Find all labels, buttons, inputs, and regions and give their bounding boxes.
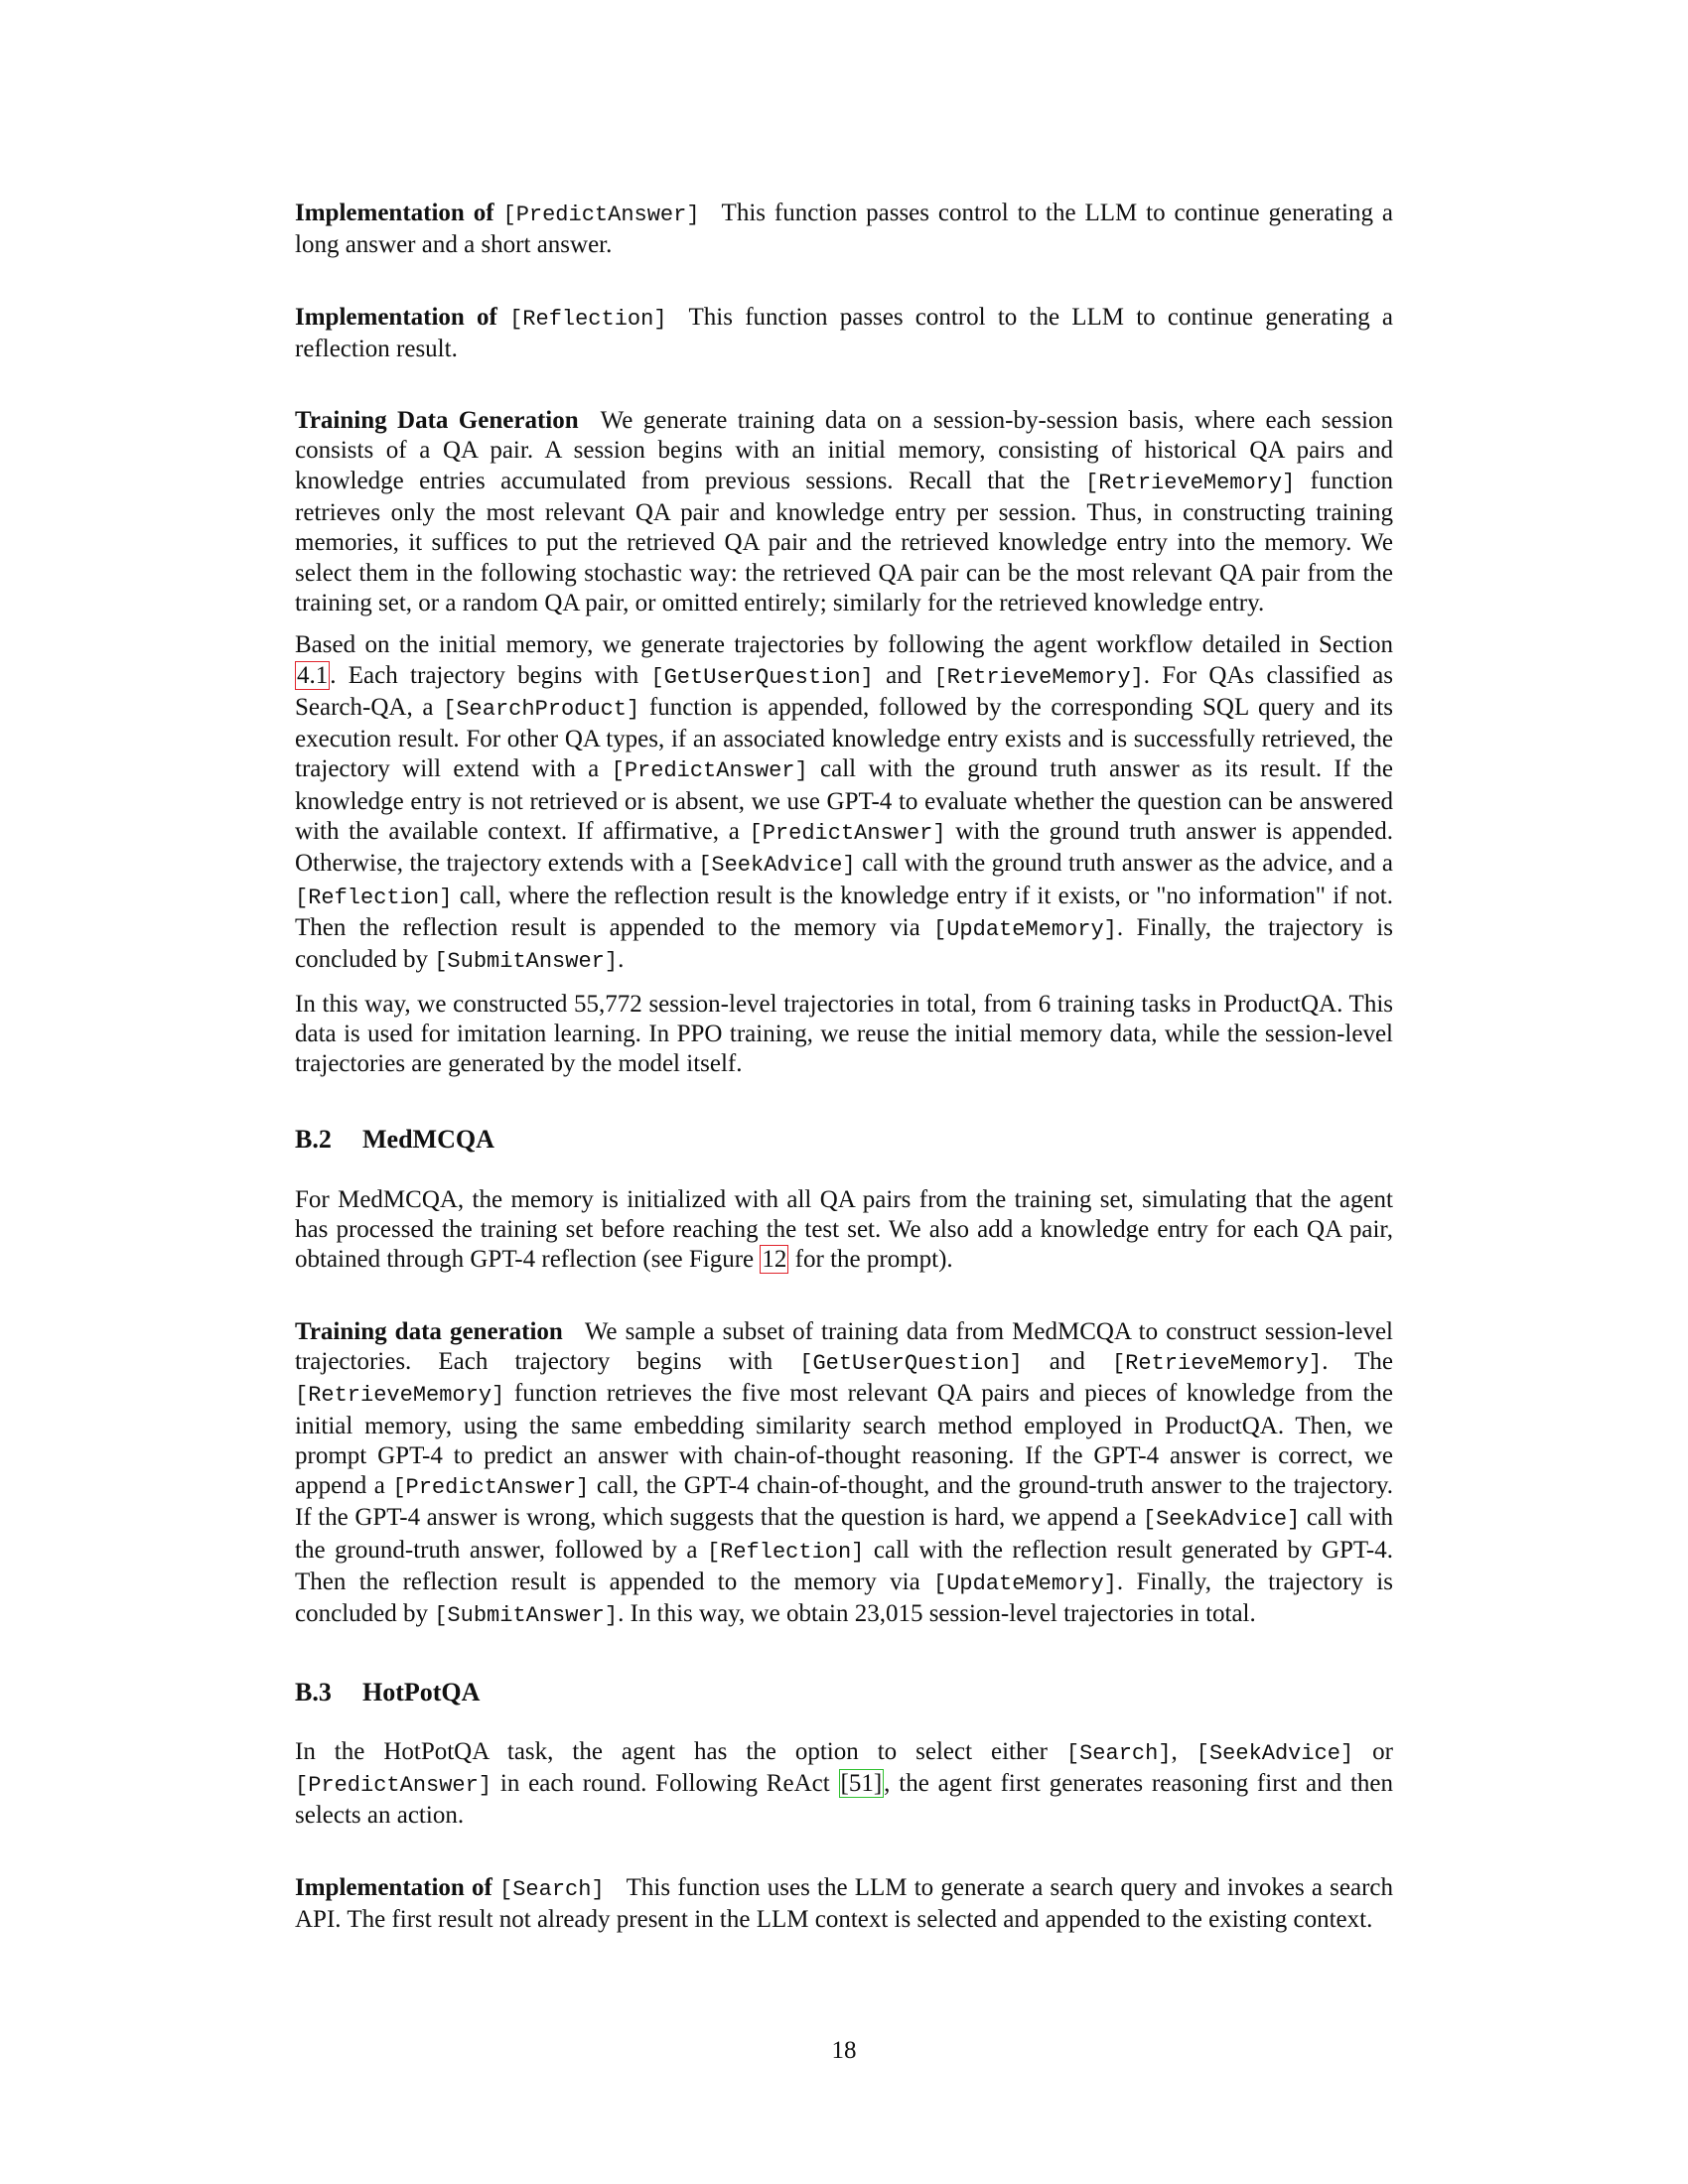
- run-in-heading: Implementation of [PredictAnswer]: [295, 200, 700, 227]
- section-title: MedMCQA: [362, 1125, 494, 1155]
- figure-ref-link[interactable]: 12: [762, 1246, 787, 1274]
- paragraph-training-data-generation: Training Data Generation We generate training data on a session-by-session basis, where each session consists of a QA pair. A session begins with an initial memory, consisting of historical QA pairs and knowledge entries accumulated from previous sessions. Recall that the [RetrieveMemory] function retrieves only the most relevant QA pair and knowledge entry per session. Thus, in constructing training memories, it suffices to put the retrieved QA pair and the retrieved knowledge entry into the memory. We select them in the following stochastic way: the retrieved QA pair can be the most relevant QA pair from the training set, or a random QA pair, or omitted entirely; similarly for the retrieved knowledge entry.: [295, 407, 1393, 616]
- section-title: HotPotQA: [362, 1677, 481, 1706]
- run-in-heading: Training Data Generation: [295, 407, 579, 435]
- section-number: B.2: [295, 1125, 332, 1155]
- function-name: [Search]: [499, 1876, 605, 1902]
- function-name: [RetrieveMemory]: [1085, 470, 1296, 495]
- function-name: [UpdateMemory]: [933, 1570, 1117, 1596]
- function-name: [Reflection]: [295, 885, 453, 910]
- paragraph-medmcqa-training-generation: Training data generation We sample a subset of training data from MedMCQA to construct session-level trajectories. Each trajectory begins with [GetUserQuestion] and [RetrieveMemory]. The [RetrieveMemory] function retrieves the five most relevant QA pairs and pieces of knowledge from the initial memory, using the same embedding similarity search method employed in ProductQA. Then, we prompt GPT-4 to predict an answer with chain-of-thought reasoning. If the GPT-4 answer is correct, we append a [PredictAnswer] call, the GPT-4 chain-of-thought, and the ground-truth answer to the trajectory. If the GPT-4 answer is wrong, which suggests that the question is hard, we append a [SeekAdvice] call with the ground-truth answer, followed by a [Reflection] call with the reflection result generated by GPT-4. Then the reflection result is appended to the memory via [UpdateMemory]. Finally, the trajectory is concluded by [SubmitAnswer]. In this way, we obtain 23,015 session-level trajectories in total.: [295, 1317, 1393, 1629]
- citation-link[interactable]: [51]: [840, 1770, 883, 1798]
- section-heading-hotpotqa: [295, 1678, 1393, 1707]
- function-name: [SubmitAnswer]: [434, 949, 619, 975]
- function-name: [GetUserQuestion]: [799, 1350, 1023, 1376]
- paragraph-impl-search: [295, 1873, 1393, 1936]
- paragraph-trajectories: Based on the initial memory, we generate trajectories by following the agent workflow detailed in Section 4.1. Each trajectory begins with [GetUserQuestion] and [RetrieveMemory]. For QAs classified as Search-QA, a [SearchProduct] function is appended, followed by the corresponding SQL query and its execution result. For other QA types, if an associated knowledge entry exists and is successfully retrieved, the trajectory will extend with a [PredictAnswer] call with the ground truth answer as its result. If the knowledge entry is not retrieved or is absent, we use GPT-4 to evaluate whether the question can be answered with the available context. If affirmative, a [PredictAnswer] with the ground truth answer is appended. Otherwise, the trajectory extends with a [SeekAdvice] call with the ground truth answer as the advice, and a [Reflection] call, where the reflection result is the knowledge entry if it exists, or "no information" if not. Then the reflection result is appended to the memory via [UpdateMemory]. Finally, the trajectory is concluded by [SubmitAnswer].: [295, 631, 1394, 975]
- function-name: [SubmitAnswer]: [434, 1603, 619, 1629]
- function-name: [SearchProduct]: [443, 696, 640, 722]
- function-name: [PredictAnswer]: [295, 1773, 492, 1799]
- run-in-heading: Training data generation: [295, 1317, 563, 1345]
- paragraph-text: This function uses the LLM to generate a search query and invokes a search API. The first result not already present in the LLM context is selected and appended to the existing context.: [295, 1873, 1393, 1934]
- function-name: [Reflection]: [706, 1539, 865, 1565]
- function-name: [RetrieveMemory]: [933, 664, 1144, 690]
- section-ref-link[interactable]: 4.1: [297, 661, 329, 689]
- section-number: B.3: [295, 1677, 332, 1706]
- page-body: [295, 199, 1393, 1947]
- run-in-heading: Implementation of [Search]: [295, 1873, 605, 1902]
- paragraph-text: This function passes control to the LLM to continue generating a long answer and a short answer.: [295, 200, 1394, 259]
- paragraph-impl-reflection: [295, 303, 1393, 365]
- run-in-heading: Implementation of [Reflection]: [295, 303, 667, 332]
- function-name: [PredictAnswer]: [392, 1475, 590, 1501]
- function-name: [RetrieveMemory]: [295, 1383, 505, 1409]
- paragraph-constructed-trajectories: In this way, we constructed 55,772 session-level trajectories in total, from 6 training tasks in ProductQA. This data is used for imitation learning. In PPO training, we reuse the initial memory data, while the session-level trajectories are generated by the model itself.: [295, 990, 1393, 1078]
- function-name: [PredictAnswer]: [502, 203, 700, 227]
- paragraph-impl-predict-answer: [295, 199, 1393, 261]
- function-name: [PredictAnswer]: [749, 821, 946, 847]
- function-name: [PredictAnswer]: [611, 758, 808, 784]
- page-number: 18: [831, 2037, 857, 2064]
- function-name: [SeekAdvice]: [1142, 1507, 1301, 1533]
- function-name: [UpdateMemory]: [933, 916, 1117, 942]
- function-name: [Reflection]: [509, 306, 667, 332]
- function-name: [SeekAdvice]: [1196, 1740, 1354, 1766]
- paragraph-medmcqa-intro: For MedMCQA, the memory is initialized with all QA pairs from the training set, simulating that the agent has processed the training set before reaching the test set. We also add a knowledge entry for each QA pair, obtained through GPT-4 reflection (see Figure 12 for the prompt).: [295, 1185, 1393, 1274]
- function-name: [Search]: [1065, 1740, 1172, 1766]
- paragraph-text: This function passes control to the LLM to continue generating a reflection result.: [295, 303, 1394, 362]
- function-name: [SeekAdvice]: [698, 853, 856, 879]
- section-heading-medmcqa: [295, 1125, 1393, 1155]
- function-name: [GetUserQuestion]: [650, 664, 874, 690]
- paragraph-hotpotqa-intro: In the HotPotQA task, the agent has the option to select either [Search], [SeekAdvice] or [PredictAnswer] in each round. Following ReAct [51], the agent first generates reasoning first and then selects an action.: [295, 1737, 1394, 1830]
- function-name: [RetrieveMemory]: [1111, 1350, 1323, 1376]
